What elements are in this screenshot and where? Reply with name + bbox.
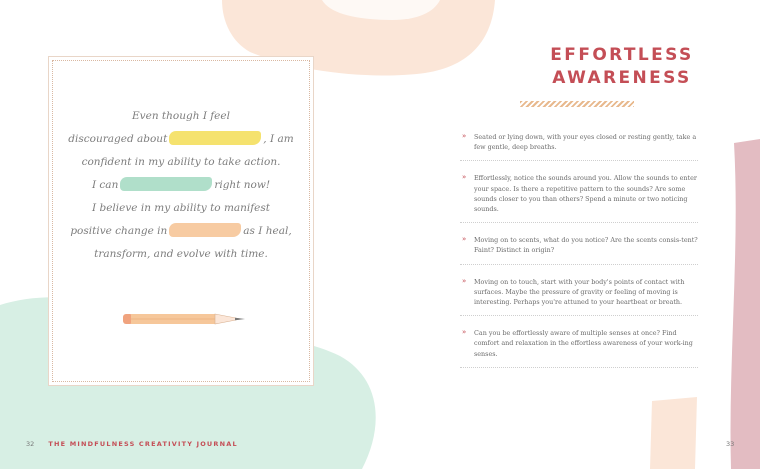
page-title — [522, 44, 722, 90]
affirmation-line — [53, 220, 309, 243]
title-underline-decoration — [520, 101, 634, 107]
list-item-text: Moving on to touch, start with your body's points of contact with surfaces. Maybe the pressure of gravity or feeling of moving is interesting. Perhaps you're attuned to your heartbeat or breath. — [474, 277, 685, 307]
affirmation-line-text: discouraged about — [68, 133, 168, 145]
bullet-icon: » — [462, 235, 467, 244]
fill-in-blank-peach[interactable] — [169, 223, 241, 237]
affirmation-line-text: I believe in my ability to manifest — [92, 202, 270, 214]
affirmation-line — [53, 151, 309, 174]
fill-in-blank-mint[interactable] — [120, 177, 212, 191]
affirmation-line-text: I can — [91, 179, 119, 191]
bullet-icon: » — [462, 173, 467, 182]
page-title-line: EFFORTLESS — [550, 45, 694, 65]
bullet-icon: » — [462, 132, 467, 140]
affirmation-line — [53, 243, 309, 266]
running-footer-title: THE MINDFULNESS CREATIVITY JOURNAL — [48, 440, 238, 448]
affirmation-line — [53, 174, 309, 197]
affirmation-line — [53, 128, 309, 151]
page-title-line: AWARENESS — [552, 68, 692, 88]
list-item — [460, 231, 698, 264]
right-page — [380, 0, 760, 469]
affirmation-line-text: right now! — [214, 179, 271, 191]
list-item — [460, 324, 698, 368]
list-item — [460, 273, 698, 317]
affirmation-line — [53, 197, 309, 220]
affirmation-line-text: transform, and evolve with time. — [94, 248, 268, 260]
affirmation-line — [53, 105, 309, 128]
pencil-icon — [121, 311, 251, 327]
fill-in-blank-yellow[interactable] — [169, 131, 261, 145]
affirmation-line-text: positive change in — [70, 225, 168, 237]
affirmation-card — [52, 60, 310, 382]
instruction-list — [460, 128, 698, 376]
left-page-footer — [26, 440, 238, 448]
list-item-text: Moving on to scents, what do you notice? Are the scents consis-tent? Faint? Distinct in origin? — [474, 236, 698, 255]
list-item-text: Effortlessly, notice the sounds around you. Allow the sounds to enter your space. Is there a repetitive pattern to the sounds? Are some sounds closer to you than others? Spend a minute or two noticing sounds. — [474, 174, 697, 214]
list-item-text: Can you be effortlessly aware of multiple senses at once? Find comfort and relaxation in the effortless awareness of your work-ing senses. — [474, 329, 693, 358]
page-number: 32 — [26, 440, 35, 448]
list-item — [460, 169, 698, 223]
affirmation-line-text: as I heal, — [243, 225, 292, 237]
affirmation-line-text: , I am — [263, 133, 294, 145]
affirmation-text — [53, 105, 309, 266]
bullet-icon: » — [462, 328, 467, 337]
affirmation-line-text: Even though I feel — [132, 110, 230, 122]
page-number: 33 — [726, 440, 735, 448]
list-item-text: Seated or lying down, with your eyes closed or resting gently, take a few gentle, deep breaths. — [474, 133, 697, 152]
affirmation-line-text: confident in my ability to take action. — [81, 156, 281, 168]
bullet-icon: » — [462, 276, 467, 285]
list-item — [460, 128, 698, 161]
